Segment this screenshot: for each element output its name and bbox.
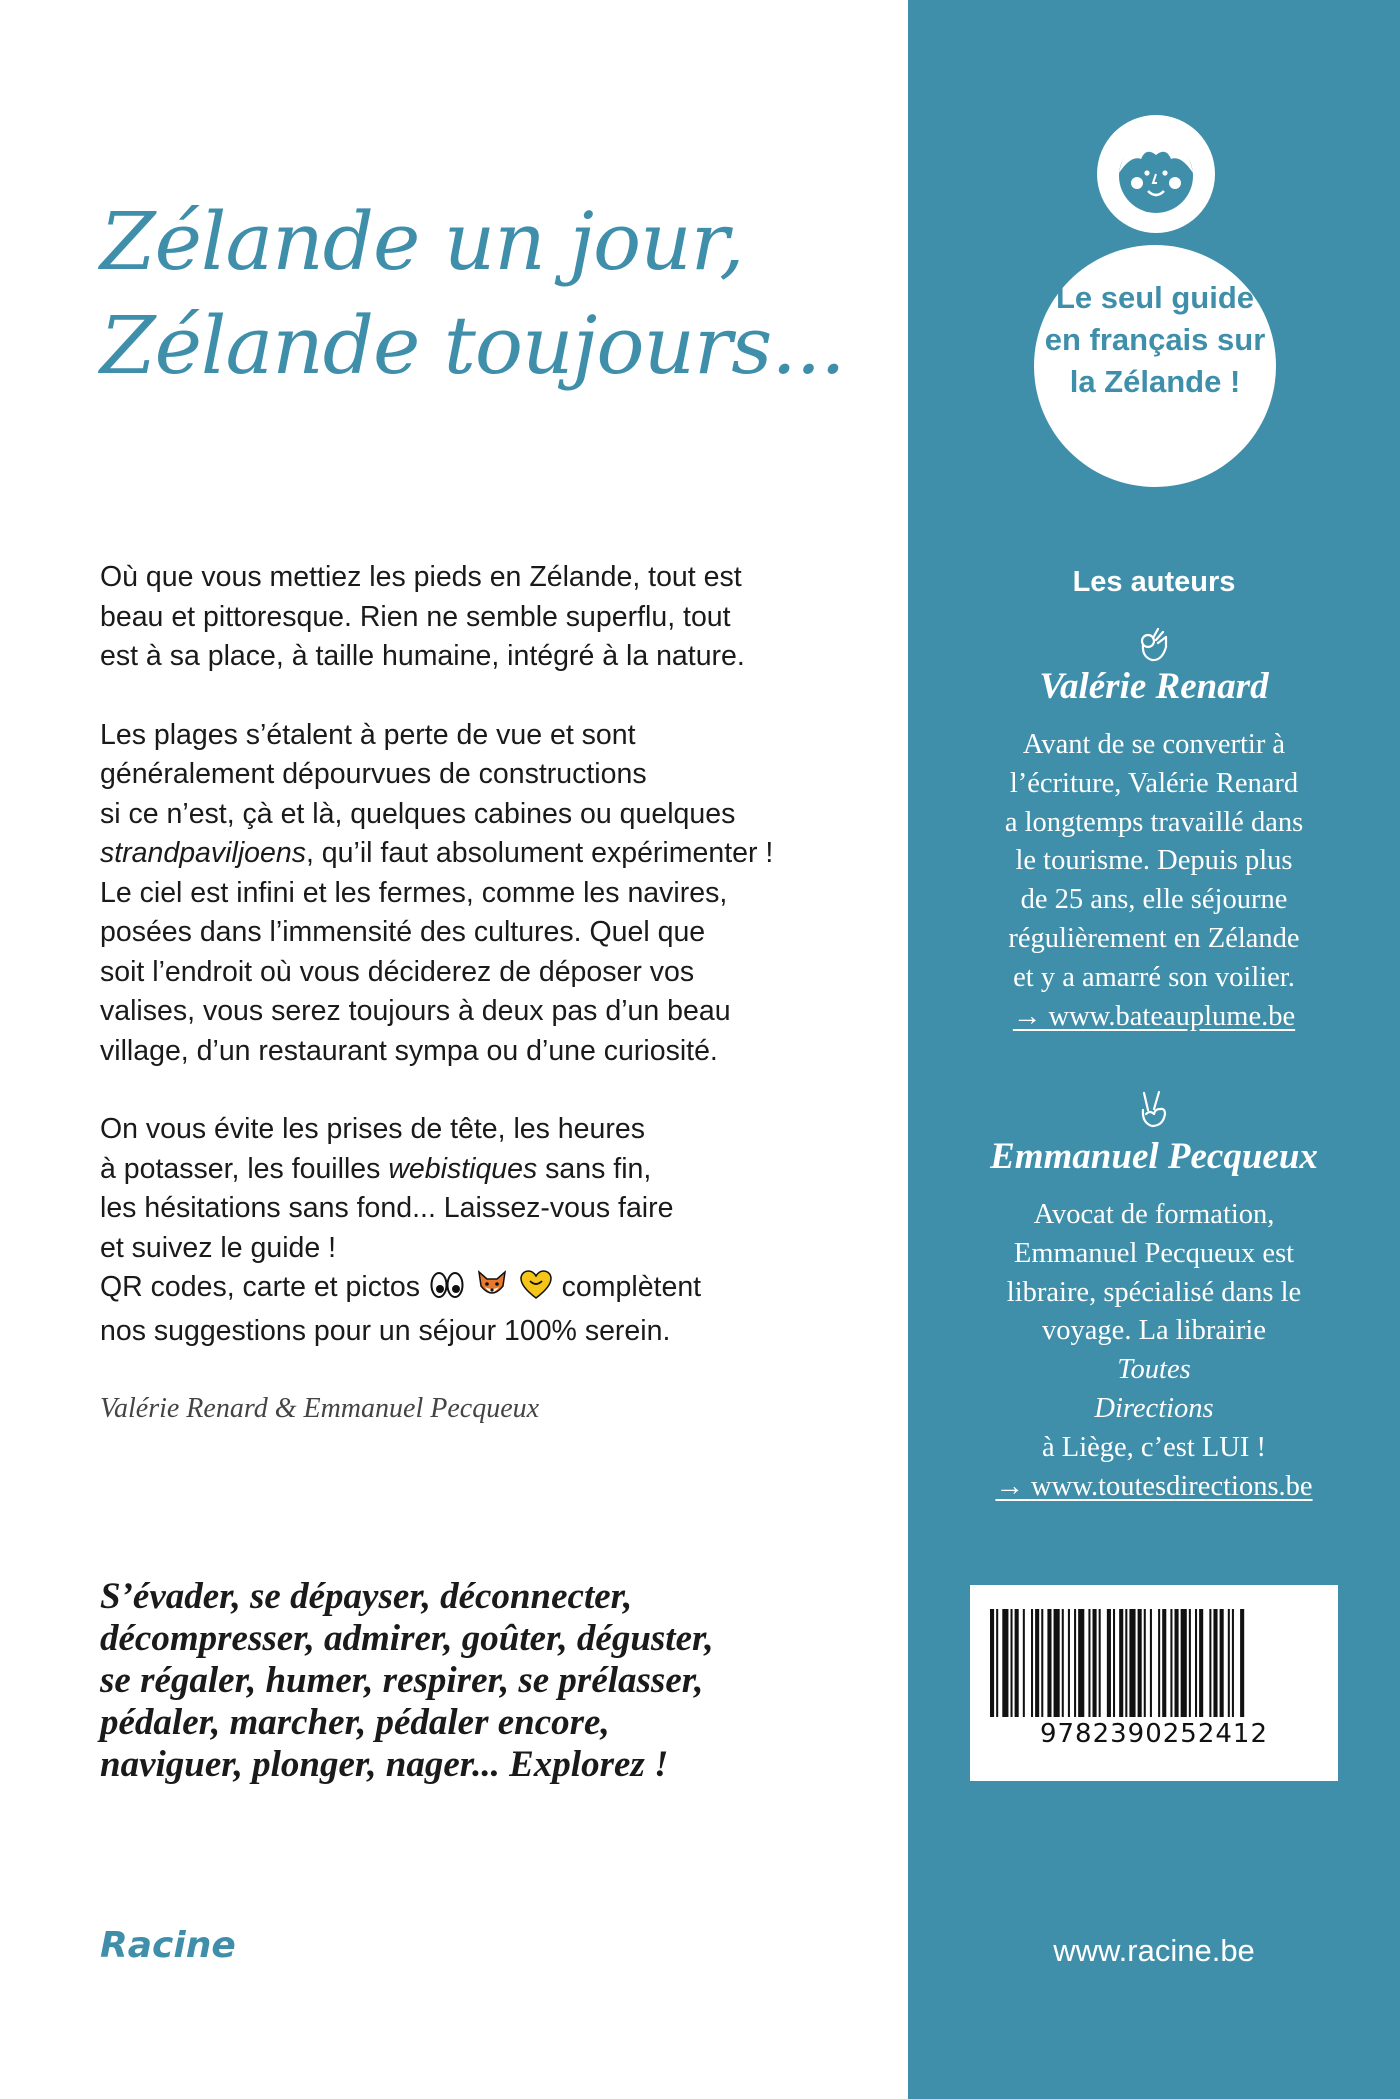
badge-line: Le seul guide <box>1055 280 1255 315</box>
link-toutesdirections[interactable]: → www.toutesdirections.be <box>995 1470 1313 1502</box>
headline <box>100 190 845 398</box>
text-line: si ce n’est, çà et là, quelques cabines ou quelques <box>100 797 736 830</box>
barcode-bars <box>990 1609 1318 1717</box>
text-fragment: , qu’il faut absolument expérimenter ! <box>305 837 774 869</box>
blurb <box>100 558 890 1390</box>
text-line <box>100 834 890 874</box>
bio-line: a longtemps travaillé dans <box>1004 806 1304 838</box>
text-line: les hésitations sans fond... Laissez-vous faire <box>100 1192 674 1224</box>
bio-line: Avant de se convertir à <box>1022 729 1286 760</box>
italic-term: strandpaviljoens <box>100 837 306 869</box>
text-line: généralement dépourvues de constructions <box>100 758 647 790</box>
fox-icon <box>476 1270 508 1312</box>
text-fragment: QR codes, carte et pictos <box>100 1271 420 1303</box>
italic-term: Toutes <box>1117 1354 1191 1386</box>
badge-text <box>1034 277 1276 403</box>
bio-line: Avocat de formation, <box>1033 1199 1275 1230</box>
publisher-logo: Racine <box>100 1925 236 1966</box>
text-line: village, d’un restaurant sympa ou d’une curiosité. <box>100 1034 718 1067</box>
bio-line: Emmanuel Pecqueux est <box>1013 1237 1295 1269</box>
text-line: Où que vous mettiez les pieds en Zélande, tout est <box>100 561 742 593</box>
matryoshka-badge <box>1004 95 1304 485</box>
ok-hand-icon <box>1134 625 1174 665</box>
italic-term: Directions <box>1094 1392 1214 1424</box>
headline-line-2: Zélande toujours... <box>100 299 845 392</box>
heart-icon <box>520 1270 552 1312</box>
text-line: soit l’endroit où vous déciderez de déposer vos <box>100 955 695 988</box>
author-bio-emmanuel <box>908 1196 1400 1506</box>
tagline-line: décompresser, admirer, goûter, déguster, <box>100 1618 714 1659</box>
text-fragment: voyage. La librairie <box>1042 1315 1266 1347</box>
tagline-line: pédaler, marcher, pédaler encore, <box>100 1702 610 1743</box>
blurb-paragraph-3 <box>100 1110 890 1351</box>
bio-line: et y a amarré son voilier. <box>1013 961 1295 993</box>
verbs-tagline <box>100 1576 714 1786</box>
publisher-website[interactable]: www.racine.be <box>1053 1933 1255 1968</box>
link-bateauplume[interactable]: → www.bateauplume.be <box>1012 1000 1296 1032</box>
text-line: Les plages s’étalent à perte de vue et sont <box>100 718 636 751</box>
tagline-line: S’évader, se dépayser, déconnecter, <box>100 1576 633 1617</box>
bio-line <box>908 1312 1400 1390</box>
text-fragment: à potasser, les fouilles <box>100 1152 389 1185</box>
text-line: est à sa place, à taille humaine, intégré à la nature. <box>100 640 745 672</box>
text-line: posées dans l’immensité des cultures. Quel que <box>100 916 706 948</box>
headline-line-1: Zélande un jour, <box>100 195 744 288</box>
bio-line <box>908 1390 1400 1468</box>
text-line: Le ciel est infini et les fermes, comme les navires, <box>100 876 728 909</box>
isbn-number: 9782390252412 <box>1039 1719 1269 1749</box>
bio-line: régulièrement en Zélande <box>1008 922 1300 954</box>
bio-line: le tourisme. Depuis plus <box>1015 845 1293 877</box>
bio-line: libraire, spécialisé dans le <box>1006 1276 1302 1308</box>
text-line: valises, vous serez toujours à deux pas d’un beau <box>100 995 731 1027</box>
text-line <box>100 1268 890 1312</box>
text-fragment: sans fin, <box>537 1152 652 1185</box>
tagline-line: se régaler, humer, respirer, se prélasser, <box>100 1660 704 1701</box>
text-line: beau et pittoresque. Rien ne semble superflu, tout <box>100 600 731 633</box>
tagline-line: naviguer, plonger, nager... Explorez ! <box>100 1744 669 1785</box>
author-name-valerie: Valérie Renard <box>1039 666 1269 707</box>
italic-term: webistiques <box>388 1152 538 1185</box>
author-bio-valerie <box>908 726 1400 1036</box>
blurb-paragraph-2 <box>100 716 890 1072</box>
bio-line: de 25 ans, elle séjourne <box>1020 884 1288 916</box>
text-fragment: complètent <box>561 1271 702 1303</box>
text-line <box>100 1150 890 1190</box>
eyes-icon <box>430 1270 464 1312</box>
badge-line: la Zélande ! <box>1069 364 1241 399</box>
matryoshka-face-icon <box>1111 129 1201 219</box>
badge-line: en français sur <box>1044 322 1266 357</box>
text-fragment: à Liège, c’est LUI ! <box>1042 1431 1266 1463</box>
text-line: On vous évite les prises de tête, les heures <box>100 1113 645 1145</box>
barcode <box>970 1585 1338 1781</box>
bio-line: l’écriture, Valérie Renard <box>1009 767 1299 799</box>
signature: Valérie Renard & Emmanuel Pecqueux <box>100 1393 540 1424</box>
victory-hand-icon <box>1134 1090 1174 1130</box>
blurb-paragraph-1 <box>100 558 890 677</box>
text-line: et suivez le guide ! <box>100 1231 337 1264</box>
back-cover-right-panel <box>908 0 1400 2099</box>
authors-heading: Les auteurs <box>1072 566 1236 598</box>
author-name-emmanuel: Emmanuel Pecqueux <box>990 1136 1318 1177</box>
text-line: nos suggestions pour un séjour 100% serein. <box>100 1314 671 1347</box>
